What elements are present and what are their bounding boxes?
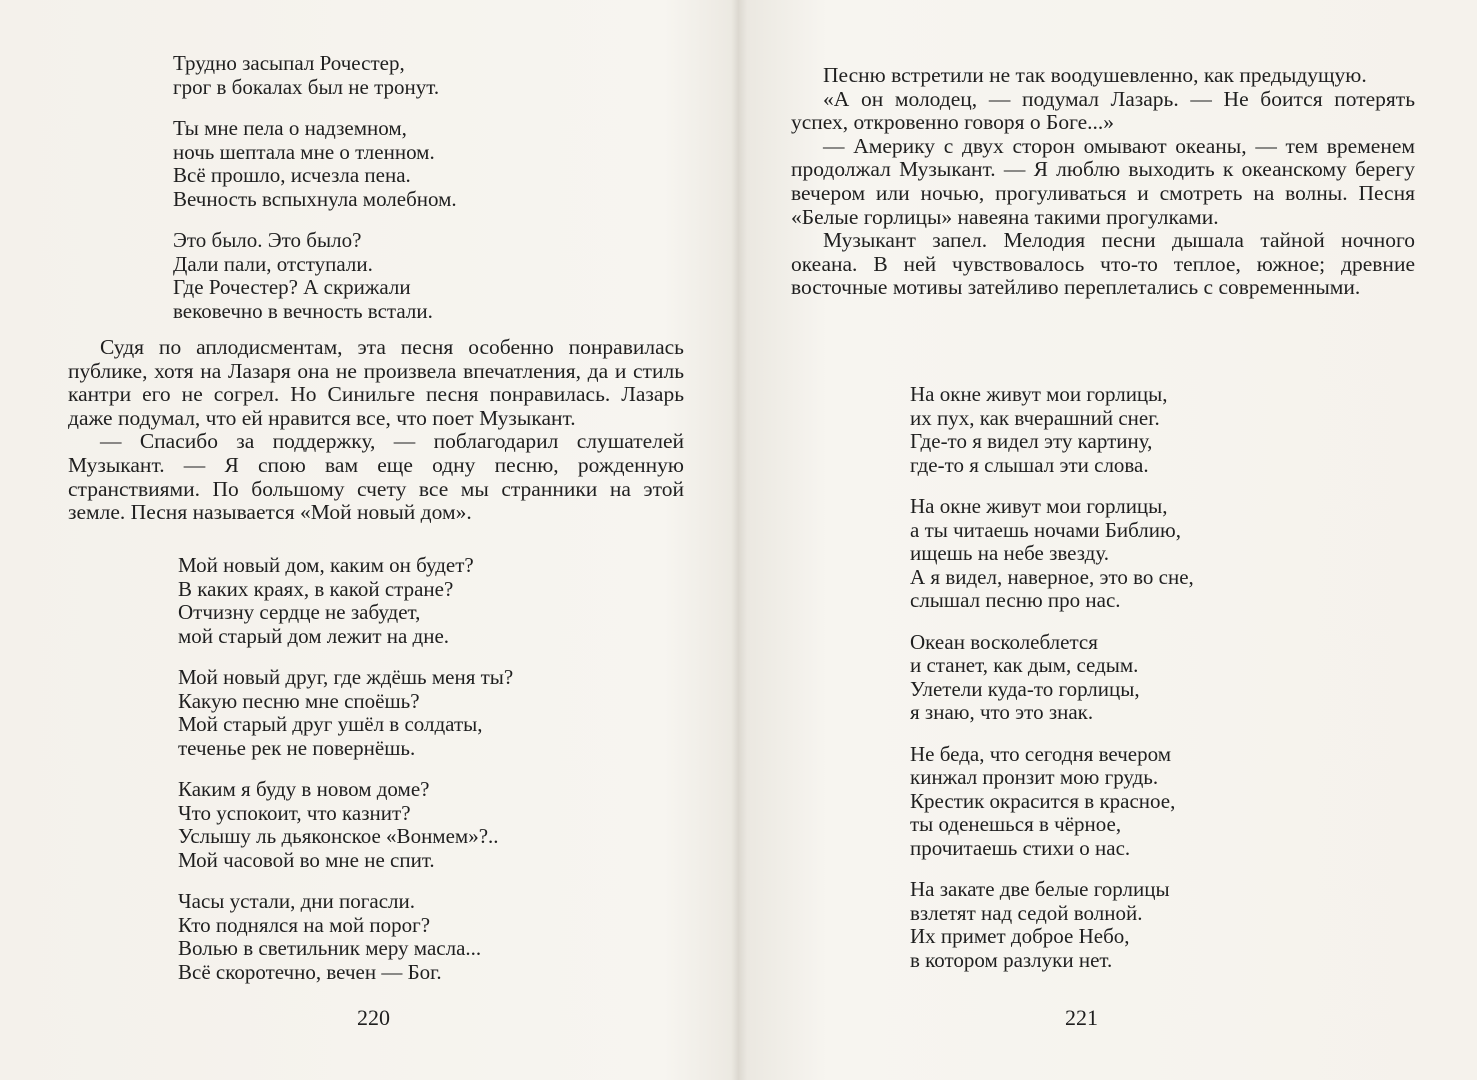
- page-number-left: 220: [357, 1005, 390, 1030]
- poem-stanza: [178, 890, 513, 984]
- poem-line: Всё скоротечно, вечен — Бог.: [178, 959, 442, 984]
- poem-line: а ты читаешь ночами Библию,: [910, 517, 1181, 542]
- poem-line: в котором разлуки нет.: [910, 947, 1113, 972]
- poem-line: Ты мне пела о надземном,: [173, 116, 407, 140]
- paragraph: «А он молодец, — подумал Лазарь. — Не боится потерять успех, откровенно говоря о Боге...»: [791, 86, 1415, 135]
- poem-line: Не беда, что сегодня вечером: [910, 741, 1171, 766]
- poem-line: я знаю, что это знак.: [910, 700, 1094, 724]
- poem-stanza: [910, 383, 1194, 477]
- poem-line: Какую песню мне споёшь?: [178, 688, 420, 713]
- poem-line: Крестик окрасится в красное,: [910, 788, 1176, 813]
- paragraph: — Америку с двух сторон омывают океаны, — тем временем продолжал Музыкант. — Я люблю выходить к океанскому берегу вечером или ночью, прогуливаться и смотреть на волны. Песня «Белые горлицы» навеяна такими прогулками.: [791, 133, 1415, 229]
- paragraph: Музыкант запел. Мелодия песни дышала тайной ночного океана. В ней чувствовалось что-то теплое, южное; древние восточные мотивы затейливо переплетались с современными.: [791, 228, 1415, 300]
- poem-stanza: [178, 778, 513, 872]
- poem-line: На окне живут мои горлицы,: [910, 382, 1168, 406]
- poem-line: Их примет доброе Небо,: [910, 924, 1130, 948]
- page-number-right: 221: [1065, 1005, 1098, 1030]
- poem-line: Вечность вспыхнула молебном.: [173, 186, 457, 211]
- poem-line: Океан восколеблется: [910, 629, 1098, 654]
- poem-line: взлетят над седой волной.: [910, 900, 1143, 925]
- poem-line: Услышу ль дьяконское «Вонмем»?..: [178, 824, 499, 848]
- paragraph: Судя по аплодисментам, эта песня особенно понравилась публике, хотя на Лазаря она не произвела впечатления, да и стиль кантри его не согрел. Но Синильге песня понравилась. Лазарь даже подумал, что ей нравится все, что поет Музыкант.: [68, 335, 684, 430]
- poem-line: Улетели куда-то горлицы,: [910, 676, 1140, 701]
- poem-line: Мой старый друг ушёл в солдаты,: [178, 712, 483, 736]
- poem-line: прочитаешь стихи о нас.: [910, 835, 1131, 860]
- poem-line: На окне живут мои горлицы,: [910, 494, 1168, 518]
- poem-line: Мой новый дом, каким он будет?: [178, 553, 474, 577]
- poem-stanza: [910, 631, 1194, 725]
- left-prose: [68, 336, 684, 525]
- poem-line: Всё прошло, исчезла пена.: [173, 163, 411, 187]
- poem-new-home: [178, 554, 513, 984]
- poem-line: Это было. Это было?: [173, 228, 362, 252]
- poem-stanza: [910, 495, 1194, 613]
- right-page: [739, 0, 1477, 1080]
- poem-line: их пух, как вчерашний снег.: [910, 405, 1160, 430]
- poem-stanza: [173, 229, 457, 323]
- poem-stanza: [173, 52, 457, 99]
- poem-stanza: [910, 743, 1194, 861]
- poem-stanza: [910, 878, 1194, 972]
- poem-line: ночь шептала мне о тленном.: [173, 139, 435, 164]
- poem-line: Где-то я видел эту картину,: [910, 429, 1153, 453]
- poem-stanza: [178, 554, 513, 648]
- poem-stanza: [173, 117, 457, 211]
- poem-line: Кто поднялся на мой порог?: [178, 912, 431, 937]
- poem-line: А я видел, наверное, это во сне,: [910, 564, 1194, 589]
- poem-line: теченье рек не повернёшь.: [178, 735, 416, 760]
- paragraph: Песню встретили не так воодушевленно, как предыдущую.: [823, 63, 1367, 87]
- poem-white-doves: [910, 383, 1194, 972]
- poem-stanza: [178, 666, 513, 760]
- poem-line: Трудно засыпал Рочестер,: [173, 51, 405, 75]
- paragraph: — Спасибо за поддержку, — поблагодарил слушателей Музыкант. — Я спою вам еще одну песню, рожденную странствиями. По большому счету все мы странники на этой земле. Песня называется «Мой новый дом».: [68, 429, 684, 525]
- poem-line: слышал песню про нас.: [910, 588, 1121, 612]
- poem-line: Дали пали, отступали.: [173, 251, 373, 276]
- poem-line: грог в бокалах был не тронут.: [173, 74, 440, 99]
- poem-line: ищешь на небе звезду.: [910, 541, 1109, 565]
- poem-line: и станет, как дым, седым.: [910, 653, 1139, 677]
- poem-line: Отчизну сердце не забудет,: [178, 600, 421, 624]
- poem-line: кинжал пронзит мою грудь.: [910, 765, 1159, 789]
- poem-rochester: [173, 52, 457, 323]
- poem-line: мой старый дом лежит на дне.: [178, 623, 450, 648]
- poem-line: где-то я слышал эти слова.: [910, 452, 1149, 477]
- poem-line: Где Рочестер? А скрижали: [173, 275, 411, 299]
- poem-line: В каких краях, в какой стране?: [178, 576, 454, 601]
- poem-line: Мой новый друг, где ждёшь меня ты?: [178, 665, 514, 689]
- poem-line: Волью в светильник меру масла...: [178, 936, 482, 960]
- poem-line: Мой часовой во мне не спит.: [178, 847, 435, 872]
- poem-line: вековечно в вечность встали.: [173, 298, 433, 323]
- poem-line: На закате две белые горлицы: [910, 877, 1170, 901]
- poem-line: ты оденешься в чёрное,: [910, 812, 1122, 836]
- poem-line: Часы устали, дни погасли.: [178, 889, 415, 913]
- right-prose: [791, 64, 1415, 300]
- poem-line: Что успокоит, что казнит?: [178, 800, 411, 825]
- poem-line: Каким я буду в новом доме?: [178, 777, 430, 801]
- left-page: [0, 0, 738, 1080]
